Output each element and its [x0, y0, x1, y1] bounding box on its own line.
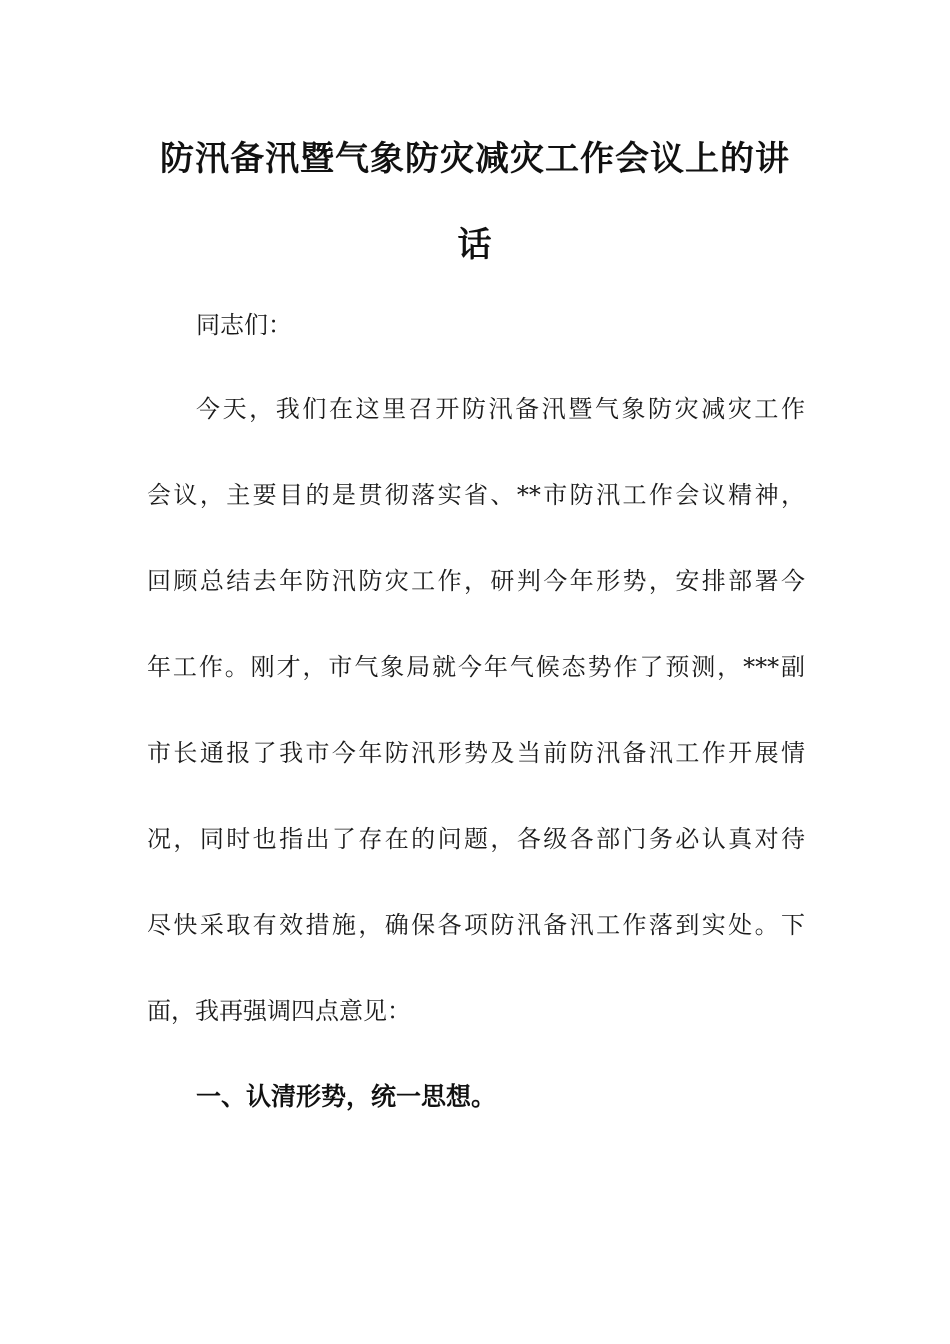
paragraph-line-6: 况，同时也指出了存在的问题，各级各部门务必认真对待 — [147, 825, 805, 853]
paragraph-line-4: 年工作。刚才，市气象局就今年气候态势作了预测，***副 — [147, 653, 805, 681]
paragraph-line-5: 市长通报了我市今年防汛形势及当前防汛备汛工作开展情 — [147, 739, 805, 767]
section-heading: 一、认清形势，统一思想。 — [196, 1082, 497, 1111]
document-title-line-2: 话 — [457, 225, 493, 265]
salutation: 同志们： — [196, 311, 292, 339]
paragraph-line-8: 面，我再强调四点意见： — [147, 997, 411, 1025]
paragraph-line-1: 今天，我们在这里召开防汛备汛暨气象防灾减灾工作 — [196, 395, 805, 423]
document-title-line-1: 防汛备汛暨气象防灾减灾工作会议上的讲 — [160, 139, 790, 179]
paragraph-line-7: 尽快采取有效措施，确保各项防汛备汛工作落到实处。下 — [147, 911, 805, 939]
paragraph-line-3: 回顾总结去年防汛防灾工作，研判今年形势，安排部署今 — [147, 567, 805, 595]
paragraph-line-2: 会议，主要目的是贯彻落实省、**市防汛工作会议精神， — [147, 481, 805, 509]
